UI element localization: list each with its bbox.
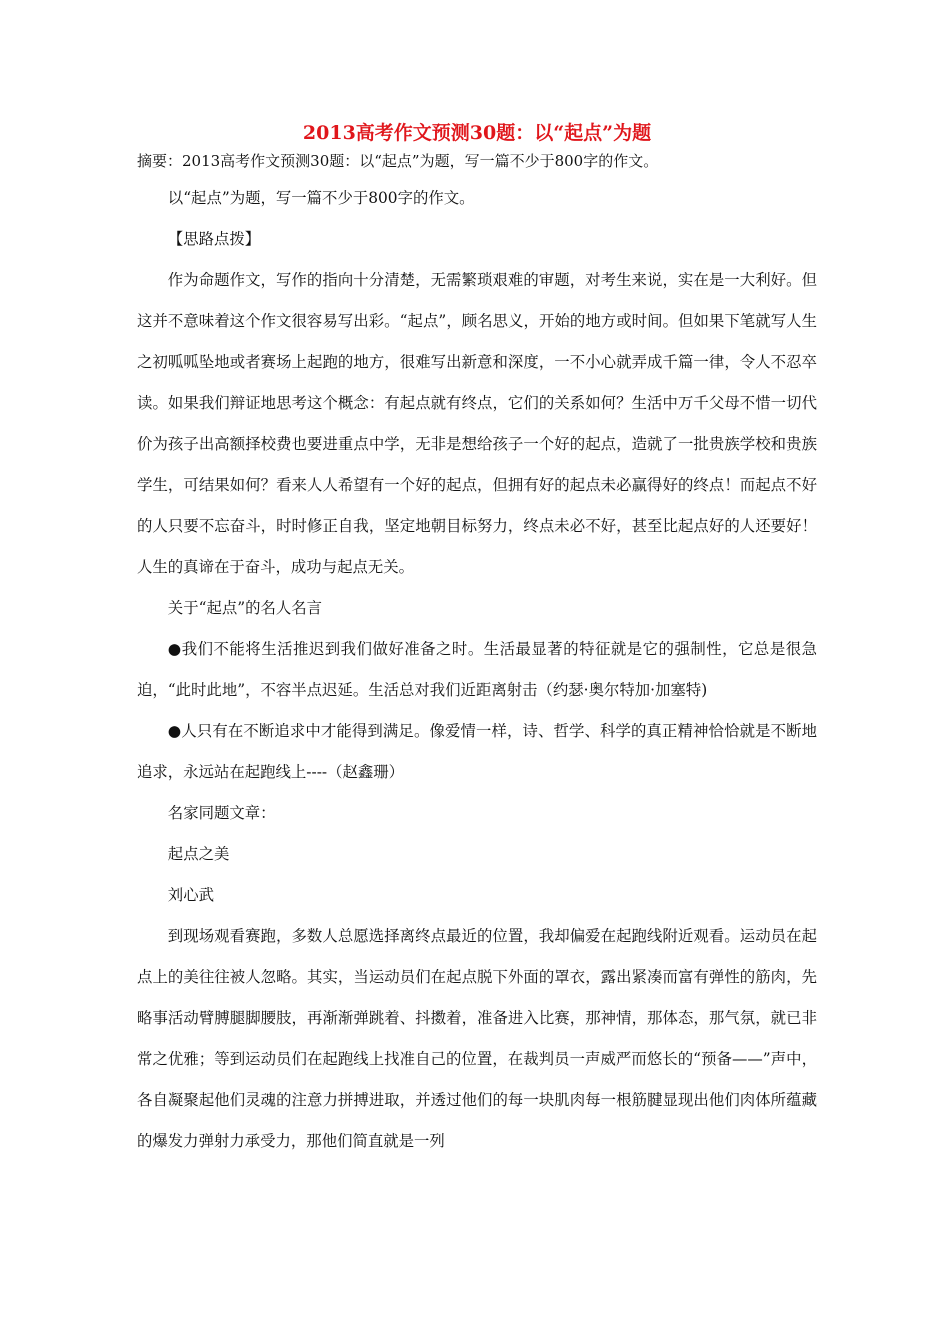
paragraph-essay-author: 刘心武 xyxy=(167,886,214,904)
paragraph-analysis: 作为命题作文，写作的指向十分清楚，无需繁琐艰难的审题，对考生来说，实在是一大利好。但这并不意味着这个作文很容易写出彩。“起点”，顾名思义，开始的地方或时间。但如果下笔就写人生之初呱呱坠地或者赛场上起跑的地方，很难写出新意和深度，一不小心就弄成千篇一律，令人不忍卒读。如果我们辩证地思考这个概念：有起点就有终点，它们的关系如何？生活中万千父母不惜一切代价为孩子出高额择校费也要进重点中学，无非是想给孩子一个好的起点，造就了一批贵族学校和贵族学生，可结果如何？看来人人希望有一个好的起点，但拥有好的起点未必赢得好的终点！而起点不好的人只要不忘奋斗，时时修正自我，坚定地朝目标努力，终点未必不好，甚至比起点好的人还要好！人生的真谛在于奋斗，成功与起点无关。 xyxy=(137,271,817,576)
paragraph-essay-title: 起点之美 xyxy=(167,845,230,863)
paragraph-essay-heading: 名家同题文章： xyxy=(167,804,276,822)
paragraph-quote-2: ●人只有在不断追求中才能得到满足。像爱情一样，诗、哲学、科学的真正精神恰恰就是不断地追求，永远站在起跑线上----（赵鑫珊） xyxy=(137,722,817,781)
paragraph-prompt: 以“起点”为题，写一篇不少于800字的作文。 xyxy=(167,189,475,207)
paragraph-essay-body: 到现场观看赛跑，多数人总愿选择离终点最近的位置，我却偏爱在起跑线附近观看。运动员在起点上的美往往被人忽略。其实，当运动员们在起点脱下外面的罩衣，露出紧凑而富有弹性的筋肉，先略事活动臂膊腿脚腰肢，再渐渐弹跳着、抖擞着，准备进入比赛，那神情，那体态，那气氛，就已非常之优雅；等到运动员们在起跑线上找准自己的位置，在裁判员一声威严而悠长的“预备——”声中，各自凝聚起他们灵魂的注意力拼搏进取，并透过他们的每一块肌肉每一根筋腱显现出他们肉体所蕴藏的爆发力弹射力承受力，那他们简直就是一列 xyxy=(137,927,817,1150)
document-page xyxy=(137,118,817,1162)
paragraph-quote-1: ●我们不能将生活推迟到我们做好准备之时。生活最显著的特征就是它的强制性，它总是很急迫，“此时此地”，不容半点迟延。生活总对我们近距离射击（约瑟·奥尔特加·加塞特) xyxy=(137,640,817,699)
paragraph-quotes-heading: 关于“起点”的名人名言 xyxy=(167,599,323,617)
paragraph-section-heading: 【思路点拨】 xyxy=(167,230,261,248)
summary-line: 摘要：2013高考作文预测30题：以“起点”为题，写一篇不少于800字的作文。 xyxy=(137,152,659,170)
document-title: 2013高考作文预测30题：以“起点”为题 xyxy=(302,122,652,144)
